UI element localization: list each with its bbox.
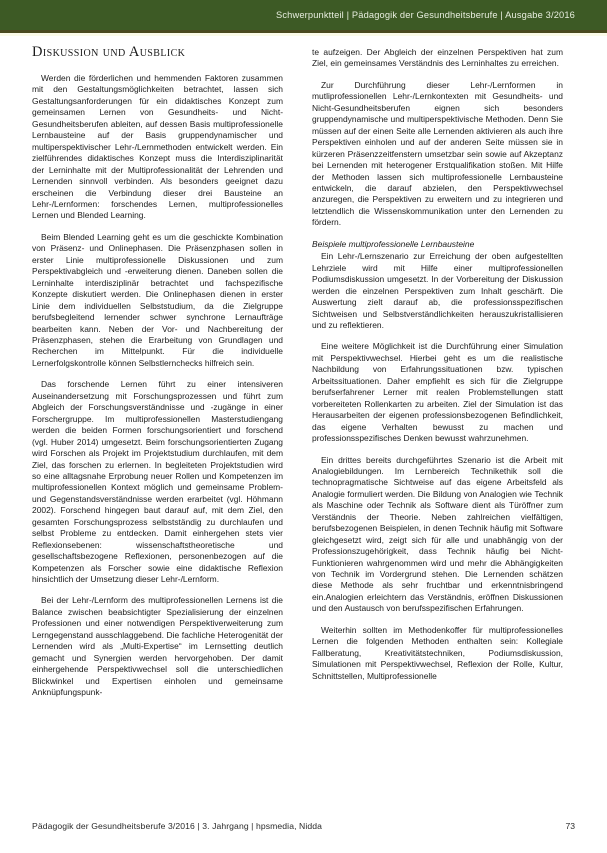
footer-page-number: 73 — [565, 821, 575, 831]
paragraph: Bei der Lehr-/Lernform des multiprofessionellen Lernens ist die Balance zwischen beabsichtigter Spezialisierung der einzelnen Professionen und einer notwendigen Perspektiverweiterung zum Lerngegenstand ausschlaggebend. Die fachliche Heterogenität der Lernenden wird als „Multi-Expertise“ im Lernsetting deutlich gemacht und Synergien werden hervorgehoben. Der damit einhergehende Perspektivwechsel soll die unterschiedlichen Blickwinkel und Expertisen einholen und gemeinsame Anknüpfungspunk- — [32, 595, 283, 698]
section-heading: Diskussion und Ausblick — [32, 44, 186, 60]
paragraph: Ein drittes bereits durchgeführtes Szenario ist die Arbeit mit Analogiebildungen. Im Lernbereich Technikethik soll die technopragmatische Sichtweise auf das eigene Arbeitsfeld als Analogie formuliert werden. Die Bildung von Analogien wie Technik als Maschine oder Technik als Software dient als Türöffner zum Verständnis der Theorie. Neben zahlreichen vielfältigen, berufsbezogenen Beispielen, in denen Technik häufig mit Software gleichgesetzt wird, zeigt sich für alle und unabhängig von der Professionszugehörigkeit, dass Technik häufig bei Nicht-Funktionieren wahrgenommen wird und mehr die Abhängigkeiten von Technik im Vordergrund stehen. Die Lernenden schätzen diese Methode als sehr fruchtbar und erkenntnisbringend ein.Analogien erleichtern das Verständnis, eröffnen Diskussionen und den Austausch von berufsspezifischen Erfahrungen. — [312, 454, 563, 614]
paragraph: Weiterhin sollten im Methodenkoffer für multiprofessionelles Lernen die folgenden Methoden enthalten sein: Kollegiale Fallberatung, Kreativitätstechniken, Podiumsdiskussion, Simulationen mit Perspektivwechsel, Reflexion der Rolle, Kultur, Schnittstellen, Multiprofessionelle — [312, 624, 563, 681]
page-header-title: Schwerpunktteil | Pädagogik der Gesundheitsberufe | Ausgabe 3/2016 — [276, 10, 575, 20]
right-column — [312, 47, 563, 692]
paragraph: Beim Blended Learning geht es um die geschickte Kombination von Präsenz- und Onlinephasen. Die Präsenzphasen sollen in erster Linie multiprofessionelle Diskussionen und zum Perspektivabgleich und -erweiterung dienen. Daneben sollen die Lerninhalte interdisziplinär betrachtet und fachspezifische Konzepte diskutiert werden. Die Onlinephasen dienen in erster Linie dem individuellen Selbststudium, da die Zielgruppe berufsbegleitend lernender schwer synchrone Lernaufträge bearbeiten kann. Neben der Vor- und Nachbereitung der Präsenzphasen, stehen die Erarbeitung von Grundlagen und Recherchen im Mittelpunkt. Für die individuelle Lernerfolgskontrolle können Selbstlernchecks hilfreich sein. — [32, 231, 283, 368]
paragraph: Ein Lehr-/Lernszenario zur Erreichung der oben aufgestellten Lehrziele wird mit Hilfe einer multiprofessionellen Podiumsdiskussion umgesetzt. In der Vorbereitung der Diskussion werden die einzelnen Perspektiven zum Inhalt geschärft. Die Auswertung zielt darauf ab, die professionsspezifischen Sichtweisen und Selbstverständlichkeiten herauszukristallisieren und zu reflektieren. — [312, 251, 563, 330]
paragraph: Zur Durchführung dieser Lehr-/Lernformen in mutliprofessionellen Lehr-/Lernkontexten mit Gesundheits- und Nicht-Gesundheitsberufen eignen sich besonders gruppendynamische und multiperspektivische Methoden. Denn Sie müssen auf der einen Seite alle Lernenden aktivieren als auch ihre Perspektiven einholen und auf der anderen Seite müssen sie in kürzeren Präsenzzeitfenstern umsetzbar sein sowie auf Akzeptanz bei Lernenden mit heterogener Erstqualifikation stoßen. Mit Hilfe der Methoden lassen sich multiprofessionelle Lernbausteine entwickeln, die darauf abzielen, den Perspektivwechsel anzuregen, die Perspektiven zu erweitern und zu integrieren und letztendlich die Wissenskommunikation unter den Lernenden zu fördern. — [312, 79, 563, 228]
sub-heading: Beispiele multiprofessionelle Lernbausteine — [312, 238, 475, 249]
paragraph: Eine weitere Möglichkeit ist die Durchführung einer Simulation mit Perspektivwechsel. Hierbei geht es um die realistische Nachbildung von Erfahrungssituationen bzw. typischen Arbeitssituationen. Daher empfiehlt es sich für die Zielgruppe berufserfahrener Lerner mit realen Problemstellungen statt vorbereiteten Rollenkarten zu arbeiten. Ziel der Simulation ist das Herausarbeiten der eigenen professionsbezogenen Befindlichkeit, das eigene Verhalten bewusst zu machen und professionsspezifisches Denken bewusst wahrzunehmen. — [312, 341, 563, 444]
footer-citation: Pädagogik der Gesundheitsberufe 3/2016 | 3. Jahrgang | hpsmedia, Nidda — [32, 821, 322, 831]
page-header-band — [0, 0, 607, 30]
paragraph: te aufzeigen. Der Abgleich der einzelnen Perspektiven hat zum Ziel, ein gemeinsames Verständnis des Lerninhaltes zu erreichen. — [312, 47, 563, 69]
paragraph: Werden die förderlichen und hemmenden Faktoren zusammen mit den Gestaltungsmöglichkeiten betrachtet, lassen sich Gestaltungsanforderungen für ein didaktisches Konzept zum gemeinsamen Lernen von Gesundheits- und Nicht-Gesundheitsberufen ableiten, auf dessen Basis multiprofessionelle Lernbausteine auf der Basis gruppendynamischer und multiperspektivischer Lehr-/Lernmethoden entwickelt werden. Ein zielführendes didaktisches Konzept muss die Interdisziplinarität der Lerninhalte mit der Multiprofessionalität der Lehrenden und Lernenden sinnvoll verbinden. Als besonders geeignet dazu erscheinen die Verbindung dieser drei Bausteine an Lehr-/Lernformen: forschendes Lernen, multiprofessionelles Lernen und Blended Learning. — [32, 73, 283, 221]
left-column — [32, 73, 283, 709]
page-content — [32, 44, 575, 804]
header-rule-light — [0, 33, 607, 36]
paragraph: Das forschende Lernen führt zu einer intensiveren Auseinandersetzung mit Forschungsprozessen und führt zum Abgleich der Forschungsverständnisse und -zugänge in einer Forschergruppe. Im multiprofessionellen Masterstudiengang werden die beiden Formen forschungsorientiert und forschend (vgl. Huber 2014) umgesetzt. Beim forschungsorientierten Zugang wird Forschen als Projekt im Projektstudium durchlaufen, mit dem Ziel, das forschen zu erlernen. In begleiteten Projektstudien wird so eine alltagsnahe Erprobung neuer Rollen und Kompetenzen im multiprofessionellen Kontext möglich und gemeinsame Problem- und Gegenstandsverständnisse werden erarbeitet (vgl. Höhmann 2002). Forschend hingegen baut darauf auf, mit dem Ziel, den gesamten Forschungsprozess selbstständig zu durchlaufen und selbst Probleme zu entdecken. Damit einhergehen stets vier Reflexionsebenen: wissenschaftstheoretische und gesellschaftsbezogene Reflexionen, personenbezogen auf die Kompetenzen als Forscher sowie eine didaktische Reflexion hinsichtlich der Umsetzung dieser Lehr-/Lernform. — [32, 379, 283, 585]
page-footer — [32, 821, 575, 831]
